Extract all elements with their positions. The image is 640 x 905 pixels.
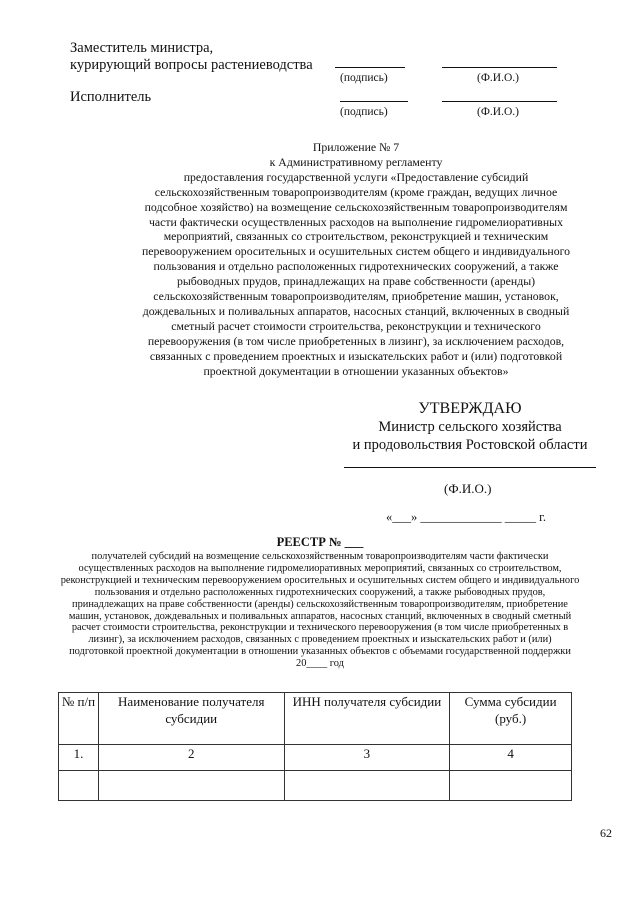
executor-name-hint: (Ф.И.О.) — [477, 106, 519, 118]
register-description: получателей субсидий на возмещение сельскохозяйственным товаропроизводителям части фактически осуществленных расходов на выполнение гидромелиоративных мероприятий, связанных со строительством, реконструкцией и техническим перевооружением оросительных и осушительных систем общего и индивидуального пользования и отдельно расположенных гидротехнических сооружений, а также рыбоводных прудов, принадлежащих на праве собственности (аренды) сельскохозяйственным товаропроизводителям, приобретение машин, установок, дождевальных и поливальных аппаратов, насосных станций, включенных в сводный сметный расчет стоимости строительства, реконструкции и технического перевооружения (в том числе приобретенных в лизинг), за исключением расходов, связанных с проведением проектных и изыскательских работ и (или) подготовкой проектной документации в отношении указанных объектов с объемами государственной поддержки — [60, 551, 580, 658]
register-table — [58, 692, 572, 801]
table-cell: 1. — [59, 745, 99, 771]
table-cell: 2 — [98, 745, 284, 771]
table-header-row — [59, 693, 572, 745]
deputy-minister-title — [70, 40, 313, 74]
register-title: РЕЕСТР № ___ — [276, 535, 364, 549]
header-number: № п/п — [59, 693, 99, 745]
executor-signature-line — [340, 101, 408, 102]
executor-name-line — [442, 101, 557, 102]
approval-block — [330, 400, 610, 454]
register-year: 20____ год — [296, 658, 344, 670]
approve-position-line1: Министр сельского хозяйства — [378, 419, 562, 435]
header-amount: Сумма субсидии (руб.) — [450, 693, 572, 745]
header-inn: ИНН получателя субсидии — [284, 693, 450, 745]
appendix-block — [130, 140, 582, 379]
approve-name-hint: (Ф.И.О.) — [444, 481, 492, 496]
table-cell — [450, 771, 572, 801]
deputy-signature-line — [335, 67, 405, 68]
appendix-text: предоставления государственной услуги «Предоставление субсидий сельскохозяйственным товаропроизводителям (кроме граждан, ведущих личное подсобное хозяйство) на возмещение сельскохозяйственным товаропроизводителям части фактически осуществленных расходов на выполнение гидромелиоративных мероприятий, связанных со строительством, реконструкцией и техническим перевооружением оросительных и осушительных систем общего и индивидуального пользования и отдельно расположенных гидротехнических сооружений, а также рыбоводных прудов, принадлежащих на праве собственности (аренды) сельскохозяйственным товаропроизводителям, приобретение машин, установок, дождевальных и поливальных аппаратов, насосных станций, включенных в сводный сметный расчет стоимости строительства, реконструкции и технического перевооружения (в том числе приобретенных в лизинг), за исключением расходов, связанных с проведением проектных и изыскательских работ и (или) подготовкой проектной документации в отношении указанных объектов» — [141, 169, 571, 378]
table-row — [59, 745, 572, 771]
deputy-signature-hint: (подпись) — [340, 72, 388, 84]
approve-date-line: «___» _____________ _____ г. — [386, 510, 546, 524]
executor-label: Исполнитель — [70, 89, 152, 105]
header-recipient-name: Наименование получателя субсидии — [98, 693, 284, 745]
executor-signature-hint: (подпись) — [340, 106, 388, 118]
table-cell — [284, 771, 450, 801]
deputy-title-line1: Заместитель министра, — [70, 40, 214, 56]
approve-name-line — [344, 467, 596, 468]
table-cell: 3 — [284, 745, 450, 771]
page-number: 62 — [600, 826, 612, 840]
approve-position-line2: и продовольствия Ростовской области — [352, 437, 588, 453]
register-body — [60, 551, 580, 670]
table-cell — [98, 771, 284, 801]
table-cell: 4 — [450, 745, 572, 771]
table-row — [59, 771, 572, 801]
approve-heading: УТВЕРЖДАЮ — [418, 400, 522, 417]
table-cell — [59, 771, 99, 801]
appendix-title: Приложение № 7 — [312, 140, 400, 154]
appendix-subtitle: к Административному регламенту — [269, 154, 443, 169]
deputy-name-hint: (Ф.И.О.) — [477, 72, 519, 84]
deputy-name-line — [442, 67, 557, 68]
deputy-title-line2: курирующий вопросы растениеводства — [70, 57, 313, 73]
